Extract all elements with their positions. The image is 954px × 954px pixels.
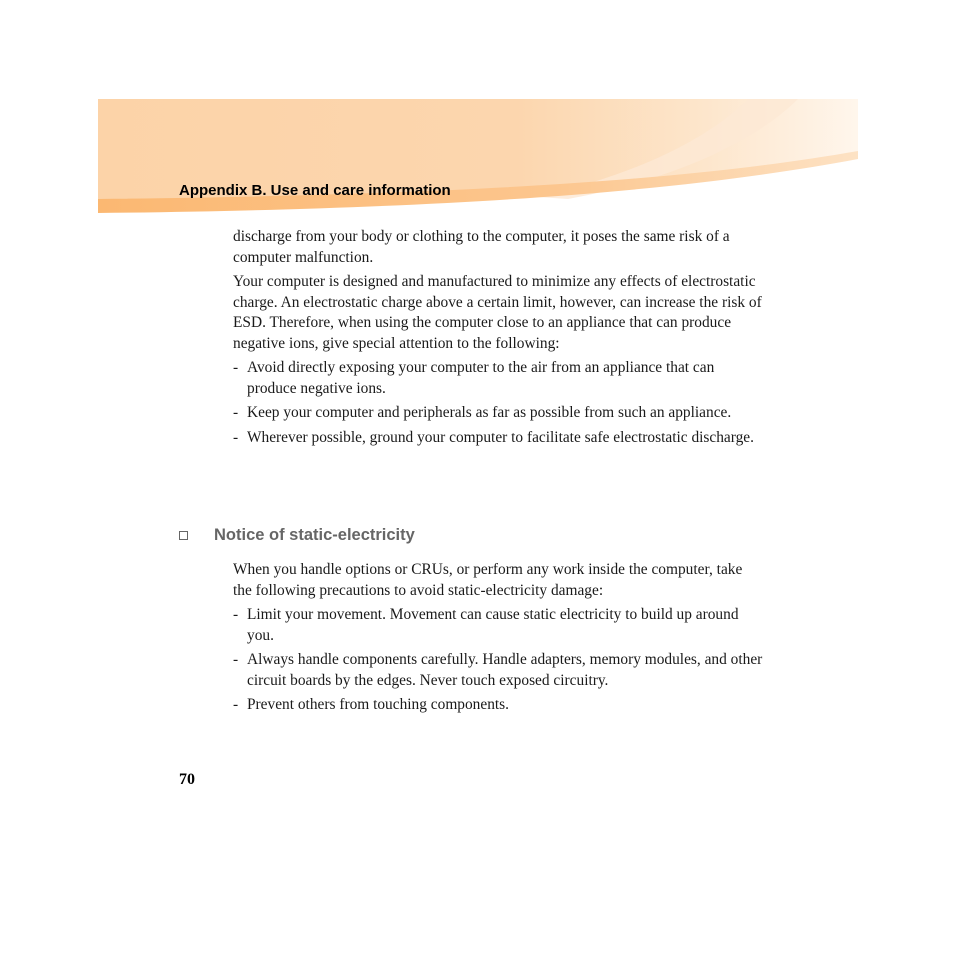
section-heading	[179, 526, 415, 545]
section-bullet-list	[233, 605, 763, 716]
bullet-dash: -	[233, 606, 239, 623]
list-item	[233, 358, 763, 399]
intro-bullet-list	[233, 358, 763, 448]
list-item	[233, 695, 763, 716]
list-item	[233, 428, 763, 449]
list-item	[233, 650, 763, 691]
intro-paragraph-1: discharge from your body or clothing to the computer, it poses the same risk of a computer malfunction.	[233, 228, 730, 266]
bullet-dash: -	[233, 428, 239, 446]
intro-paragraph-2: Your computer is designed and manufactured to minimize any effects of electrostatic charge. An electrostatic charge above a certain limit, however, can increase the risk of ESD. Therefore, when using the computer close to an appliance that can produce negative ions, give special attention to the following:	[233, 273, 762, 352]
section-heading-text: Notice of static-electricity	[214, 526, 415, 544]
section-paragraph: When you handle options or CRUs, or perform any work inside the computer, take the following precautions to avoid static-electricity damage:	[233, 561, 743, 599]
list-item-text: Wherever possible, ground your computer to facilitate safe electrostatic discharge.	[247, 428, 754, 446]
list-item-text: Prevent others from touching components.	[247, 696, 510, 713]
page-header-title: Appendix B. Use and care information	[179, 182, 451, 199]
page-number: 70	[179, 771, 195, 788]
list-item-text: Keep your computer and peripherals as far as possible from such an appliance.	[247, 404, 732, 421]
intro-content	[233, 227, 763, 452]
list-item-text: Always handle components carefully. Handle adapters, memory modules, and other circuit boards by the edges. Never touch exposed circuitry.	[247, 651, 763, 689]
bullet-dash: -	[233, 404, 239, 421]
square-bullet-icon	[179, 531, 188, 540]
bullet-dash: -	[233, 651, 239, 668]
list-item	[233, 605, 763, 646]
list-item-text: Avoid directly exposing your computer to the air from an appliance that can produce negative ions.	[247, 359, 715, 397]
bullet-dash: -	[233, 696, 239, 713]
list-item-text: Limit your movement. Movement can cause static electricity to build up around you.	[247, 606, 739, 644]
bullet-dash: -	[233, 359, 239, 376]
section-content	[233, 560, 763, 720]
list-item	[233, 403, 763, 424]
